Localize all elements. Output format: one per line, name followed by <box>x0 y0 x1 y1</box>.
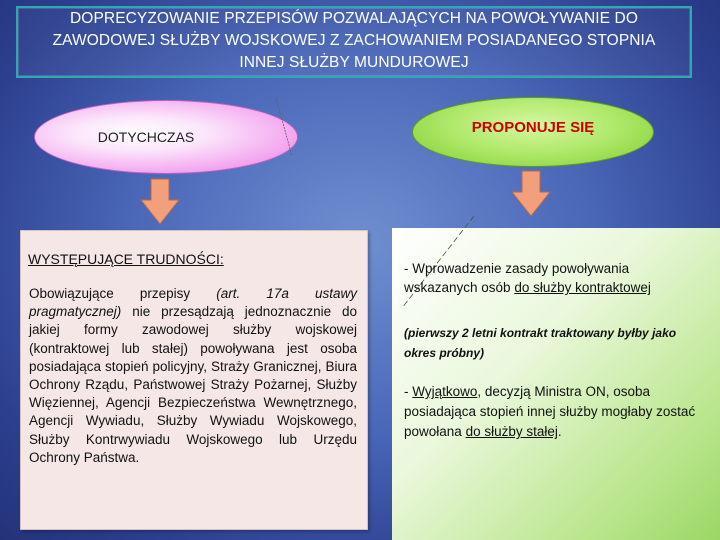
proposal-item-2-dash: - <box>404 384 413 399</box>
paragraph-rest: nie przesądzają jednoznacznie do jakiej formy zawodowej służby wojskowej (kontraktowej lub stałej) powoływana jest osoba posiadająca stopień policyjny, Straży Granicznej, Biura Ochrony Rządu, Państwowej Straży Pożarnej, Służby Więziennej, Agencji Bezpieczeństwa Wewnętrznego, Agencji Wywiadu, Służby Wywiadu Wojskowego, Służby Kontrwywiadu Wojskowego lub Urzędu Ochrony Państwa. <box>29 304 357 465</box>
oval-dotychczas <box>34 100 298 174</box>
title-line-3: INNEJ SŁUŻBY MUNDUROWEJ <box>239 54 469 71</box>
proposal-item-2-text: , decyzją Ministra ON, osoba posiadająca stopień innej służby mogłaby zostać powołana <box>404 384 696 439</box>
paragraph-article-reference: (art. 17a ustawy pragmatycznej) <box>29 286 357 320</box>
title-line-1: DOPRECYZOWANIE PRZEPISÓW POZWALAJĄCYCH NA POWOŁYWANIE DO <box>70 10 638 27</box>
oval-proponuje-sie <box>412 97 654 167</box>
title-line-2: ZAWODOWEJ SŁUŻBY WOJSKOWEJ Z ZACHOWANIEM POSIADANEGO STOPNIA <box>52 32 656 49</box>
oval-proponuje-sie-label: PROPONUJE SIĘ <box>471 118 595 136</box>
arrow-down-left-icon <box>140 178 180 226</box>
slide-title <box>16 8 692 74</box>
proposal-item-1-text: - Wprowadzenie zasady powoływania wskazanych osób <box>404 261 630 295</box>
proposal-item-1-emphasis: do służby kontraktowej <box>514 280 651 295</box>
proposal-item-2 <box>404 382 704 442</box>
oval-dotychczas-label: DOTYCHCZAS <box>97 129 195 145</box>
proposal-item-2-end: . <box>557 424 562 439</box>
decorative-line-left <box>270 96 300 160</box>
paragraph-start: Obowiązujące przepisy <box>29 286 217 301</box>
arrow-down-right-icon <box>511 170 551 218</box>
proposal-item-2-emphasis: Wyjątkowo <box>412 384 478 399</box>
difficulties-paragraph <box>29 285 357 467</box>
proposal-item-1 <box>404 259 704 297</box>
proposal-item-2-emphasis-2: do służby stałej <box>465 424 558 439</box>
proposal-item-1-note: (pierwszy 2 letni kontrakt traktowany byłby jako okres próbny) <box>404 326 677 360</box>
difficulties-heading: WYSTĘPUJĄCE TRUDNOŚCI: <box>28 251 224 267</box>
